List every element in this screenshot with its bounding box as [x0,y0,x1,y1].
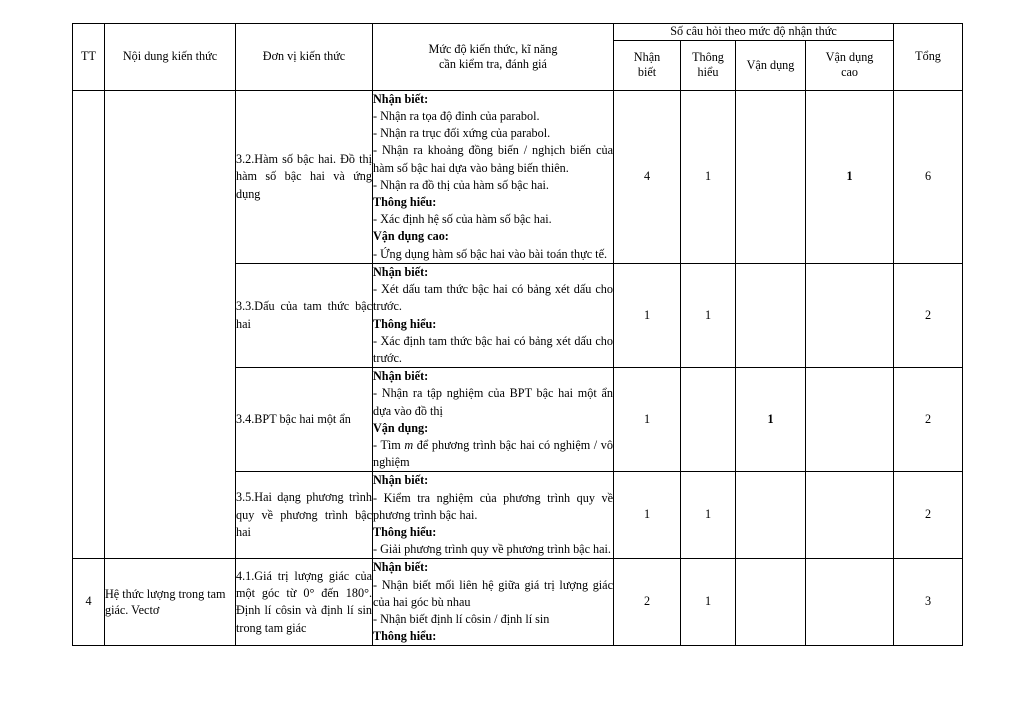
header-van-dung-cao-line-1: Vận dụng [825,49,874,64]
muc-do-requirement-item: - Nhận biết định lí côsin / định lí sin [373,611,550,626]
cell-count-van-dung-cao: 1 [806,90,894,263]
cell-count-van-dung [736,90,806,263]
cell-count-thong-hieu [681,368,736,472]
muc-do-requirement-item: - Nhận ra tọa độ đỉnh của parabol. [373,109,540,124]
cell-tt [73,90,105,558]
cell-count-tong: 2 [894,472,963,559]
header-row-1 [73,24,963,41]
muc-do-requirement-item: - Nhận biết mối liên hệ giữa giá trị lượng giác của hai góc bù nhau [373,577,613,609]
table-row [73,90,963,263]
cell-count-nhan-biet: 1 [614,263,681,367]
header-muc-do-line-1: Mức độ kiến thức, kĩ năng [428,41,558,56]
assessment-matrix-table [72,23,963,646]
table-header [73,24,963,91]
cell-count-thong-hieu: 1 [681,263,736,367]
muc-do-level-label: Nhận biết: [373,369,429,384]
cell-count-van-dung-cao [806,472,894,559]
cell-count-nhan-biet: 1 [614,472,681,559]
muc-do-requirement-item: - Nhận ra tập nghiệm của BPT bậc hai một ẩn dựa vào đồ thị [373,386,613,418]
header-noi-dung-kien-thuc: Nội dung kiến thức [105,24,236,91]
cell-count-tong: 6 [894,90,963,263]
header-thong-hieu-line-2: hiểu [697,65,719,80]
muc-do-requirement-item: - Tìm m để phương trình bậc hai có nghiệm / vô nghiệm [373,437,613,470]
muc-do-requirement-item: - Xác định hệ số của hàm số bậc hai. [373,212,552,227]
cell-count-tong: 3 [894,559,963,646]
muc-do-requirement-item: - Xác định tam thức bậc hai có bảng xét dấu cho trước. [373,333,613,365]
cell-count-van-dung: 1 [736,368,806,472]
cell-count-van-dung-cao [806,559,894,646]
header-muc-do-line-2: cần kiểm tra, đánh giá [439,56,547,71]
muc-do-requirement-item: - Nhận ra khoảng đồng biến / nghịch biến của hàm số bậc hai dựa vào bảng biến thiên. [373,143,613,175]
header-nhan-biet [614,40,681,90]
variable-symbol: m [404,437,414,452]
muc-do-level-label: Nhận biết: [373,473,429,488]
cell-count-van-dung [736,472,806,559]
cell-don-vi-kien-thuc: 3.3.Dấu của tam thức bậc hai [236,263,373,367]
muc-do-requirement-item: - Nhận ra đồ thị của hàm số bậc hai. [373,177,549,192]
muc-do-requirement-item: - Ứng dụng hàm số bậc hai vào bài toán thực tế. [373,246,608,261]
cell-count-thong-hieu: 1 [681,559,736,646]
cell-muc-do-kien-thuc [373,472,614,559]
cell-count-van-dung [736,559,806,646]
cell-don-vi-kien-thuc: 3.5.Hai dạng phương trình quy về phương trình bậc hai [236,472,373,559]
header-nhan-biet-line-2: biết [637,65,657,80]
muc-do-level-label: Nhận biết: [373,91,429,106]
cell-muc-do-kien-thuc [373,368,614,472]
cell-don-vi-kien-thuc: 4.1.Giá trị lượng giác của một góc từ 0° đến 180°. Định lí côsin và định lí sin trong tam giác [236,559,373,646]
cell-don-vi-kien-thuc: 3.4.BPT bậc hai một ẩn [236,368,373,472]
cell-noi-dung-kien-thuc: Hệ thức lượng trong tam giác. Vectơ [105,559,236,646]
cell-count-nhan-biet: 4 [614,90,681,263]
header-thong-hieu-line-1: Thông [692,49,724,64]
cell-muc-do-kien-thuc [373,90,614,263]
cell-muc-do-kien-thuc [373,263,614,367]
table-body [73,90,963,646]
header-tong: Tổng [894,24,963,91]
cell-count-nhan-biet: 1 [614,368,681,472]
header-so-cau-hoi-group: Số câu hỏi theo mức độ nhận thức [614,24,894,41]
cell-count-tong: 2 [894,368,963,472]
muc-do-level-label: Thông hiểu: [373,195,437,210]
header-tt: TT [73,24,105,91]
muc-do-level-label: Nhận biết: [373,560,429,575]
cell-count-nhan-biet: 2 [614,559,681,646]
cell-count-thong-hieu: 1 [681,90,736,263]
muc-do-level-label: Nhận biết: [373,264,429,279]
header-van-dung-cao-line-2: cao [841,65,858,80]
cell-muc-do-kien-thuc [373,559,614,646]
muc-do-level-label: Thông hiểu: [373,316,437,331]
cell-noi-dung-kien-thuc [105,90,236,558]
muc-do-requirement-item: - Giải phương trình quy về phương trình bậc hai. [373,542,611,557]
cell-count-thong-hieu: 1 [681,472,736,559]
header-van-dung-cao [806,40,894,90]
header-don-vi-kien-thuc: Đơn vị kiến thức [236,24,373,91]
cell-don-vi-kien-thuc: 3.2.Hàm số bậc hai. Đồ thị hàm số bậc hai và ứng dụng [236,90,373,263]
cell-count-van-dung-cao [806,368,894,472]
header-thong-hieu [681,40,736,90]
muc-do-level-label: Vận dụng cao: [373,229,449,244]
header-van-dung: Vận dụng [736,40,806,90]
muc-do-requirement-item: - Kiểm tra nghiệm của phương trình quy về phương trình bậc hai. [373,490,613,522]
cell-tt: 4 [73,559,105,646]
muc-do-requirement-item: - Nhận ra trục đối xứng của parabol. [373,126,551,141]
muc-do-level-label: Thông hiểu: [373,629,437,644]
cell-count-van-dung [736,263,806,367]
muc-do-requirement-item: - Xét dấu tam thức bậc hai có bảng xét dấu cho trước. [373,282,613,314]
cell-count-tong: 2 [894,263,963,367]
table-row [73,559,963,646]
cell-count-van-dung-cao [806,263,894,367]
header-nhan-biet-line-1: Nhận [633,49,661,64]
muc-do-level-label: Thông hiểu: [373,524,437,539]
header-muc-do-kien-thuc [373,24,614,91]
muc-do-level-label: Vận dụng: [373,420,429,435]
